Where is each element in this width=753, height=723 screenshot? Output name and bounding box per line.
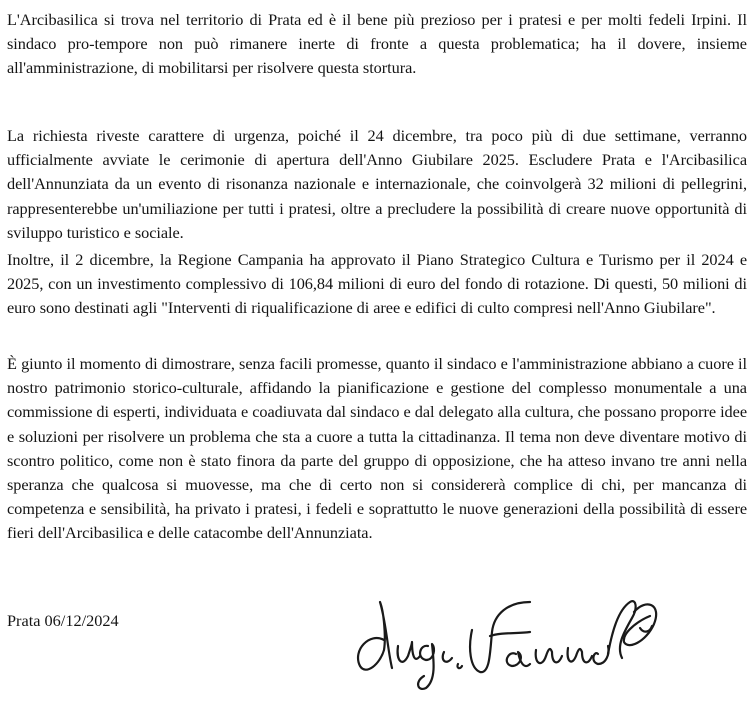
paragraph-funding: Inoltre, il 2 dicembre, la Regione Campania ha approvato il Piano Strategico Cultura e Turismo per il 2024 e 2025, con un investimento complessivo di 106,84 milioni di euro del fondo di rotazione. Di questi, 50 milioni di euro sono destinati agli "Interventi di riqualificazione di aree e edifici di culto compresi nell'Anno Giubilare". [7,250,747,318]
place-date: Prata 06/12/2024 [7,611,119,630]
handwritten-signature [340,572,670,692]
paragraph-urgency: La richiesta riveste carattere di urgenza, poiché il 24 dicembre, tra poco più di due settimane, verranno ufficialmente avviate le cerimonie di apertura dell'Anno Giubilare 2025. Escludere Prata e l'Arcibasilica dell'Annunziata da un evento di risonanza nazionale e internazionale, che coinvolgerà 32 milioni di pellegrini, rappresenterebbe un'umiliazione per tutti i pratesi, oltre a precludere la possibilità di creare nuove opportunità di sviluppo turistico e sociale. [7,126,747,242]
paragraph-intro: L'Arcibasilica si trova nel territorio di Prata ed è il bene più prezioso per i pratesi e per molti fedeli Irpini. Il sindaco pro-tempore non può rimanere inerte di fronte a questa problematica; ha il dovere, insieme all'amministrazione, di mobilitarsi per risolvere questa stortura. [7,10,747,78]
paragraph-appeal: È giunto il momento di dimostrare, senza facili promesse, quanto il sindaco e l'amministrazione abbiano a cuore il nostro patrimonio storico-culturale, affidando la pianificazione e gestione del complesso monumentale a una commissione di esperti, individuata e coadiuvata dal sindaco e dal delegato alla cultura, che possano proporre idee e soluzioni per risolvere un problema che sta a cuore a tutta la cittadinanza. Il tema non deve diventare motivo di scontro politico, come non è stato finora da parte del gruppo di opposizione, che ha atteso invano tre anni nella speranza che qualcosa si muovesse, ma che di certo non si considererà complice di chi, per mancanza di competenza e sensibilità, ha privato i pratesi, i fedeli e soprattutto le nuove generazioni della possibilità di essere fieri dell'Arcibasilica e delle catacombe dell'Annunziata. [7,354,747,543]
